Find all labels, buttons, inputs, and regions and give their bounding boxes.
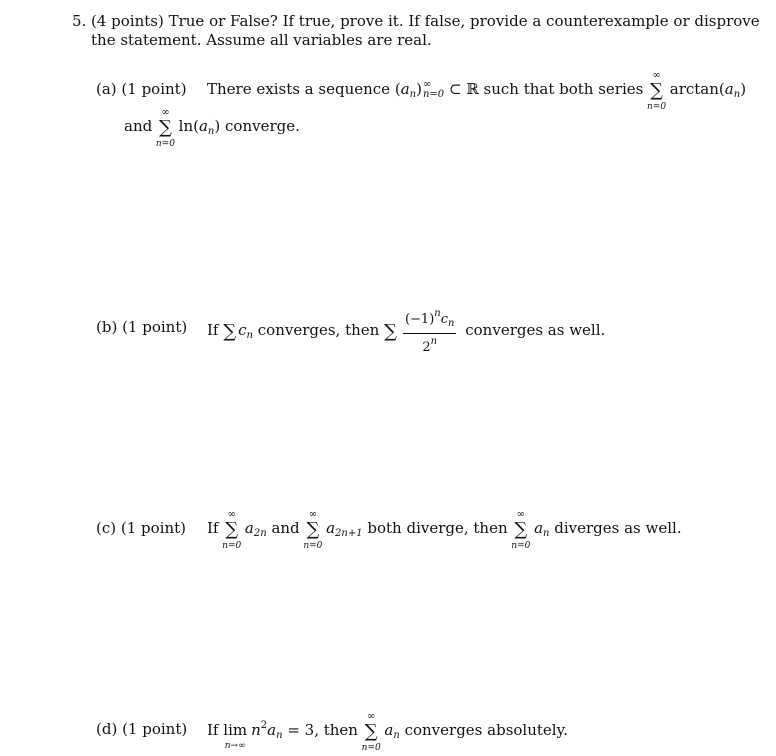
part-a-label: (a) (1 point)	[96, 80, 187, 98]
problem-number: 5.	[72, 12, 87, 30]
part-a-text3: converge.	[225, 117, 300, 135]
part-d-if: If	[207, 721, 219, 739]
part-b-text1: converges, then	[257, 321, 380, 339]
limit-operator: lim n→∞	[223, 721, 248, 751]
part-b-label: (b) (1 point)	[96, 318, 188, 336]
part-b-statement: If ∑ $c_n$ converges, then ∑ $\frac{(-1)^nc_n}{2^n}$ converges as well.	[207, 308, 606, 355]
part-a-text2: such that both series	[483, 80, 644, 98]
an-term: $a_n$	[534, 519, 550, 539]
part-d-label: (d) (1 point)	[96, 720, 188, 738]
sum-symbol: ∑	[384, 321, 397, 342]
part-d-equals: = 3, then	[287, 721, 358, 739]
ln-term: $\ln(a_n)$	[178, 117, 221, 137]
part-c-statement	[207, 509, 682, 551]
sequence-notation: $(a_n)$ ∞ n=0	[394, 79, 445, 100]
part-d-text1: converges absolutely.	[404, 721, 568, 739]
part-c-and: and	[271, 519, 300, 537]
sum-operator: ∞ ∑ n=0	[155, 107, 175, 149]
sum-operator: ∞ ∑ n=0	[222, 509, 242, 551]
sum-operator: ∞ ∑ n=0	[303, 509, 323, 551]
even-term: $a_{2n}$	[244, 519, 267, 539]
sum-symbol: ∑	[223, 321, 237, 342]
part-c-label: (c) (1 point)	[96, 519, 187, 537]
part-a-statement-line1	[207, 70, 747, 112]
part-b-if: If	[207, 321, 219, 339]
an-term: $a_n$	[384, 721, 400, 741]
alternating-fraction: $\frac{(-1)^nc_n}{2^n}$	[404, 308, 455, 355]
part-c-text1: both diverge, then	[367, 519, 508, 537]
part-d-statement: If lim n→∞ $n^2a_n = 3$, then ∞ ∑ n=0 $a_n$ converges absolutely.	[207, 711, 568, 753]
odd-term: $a_{2n+1}$	[326, 519, 363, 539]
c-term: c	[238, 321, 247, 339]
problem-intro-line2: the statement. Assume all variables are real.	[91, 31, 432, 49]
part-b-text2: converges as well.	[465, 321, 606, 339]
part-c-if: If	[207, 519, 219, 537]
part-a-and: and	[124, 117, 153, 135]
sum-operator: ∞ ∑ n=0	[361, 711, 381, 753]
n-squared-term: n	[251, 721, 261, 739]
part-a-text1: There exists a sequence	[207, 80, 391, 98]
subset-reals: ⊂ ℝ	[448, 80, 479, 98]
arctan-term: $\arctan(a_n)$	[669, 80, 747, 100]
sum-operator: ∞ ∑ n=0	[647, 70, 667, 112]
part-a-statement-line2	[124, 107, 300, 149]
problem-intro-line1: (4 points) True or False? If true, prove it. If false, provide a counterexample or disprove	[91, 12, 760, 30]
sum-operator: ∞ ∑ n=0	[511, 509, 531, 551]
part-c-text2: diverges as well.	[554, 519, 682, 537]
